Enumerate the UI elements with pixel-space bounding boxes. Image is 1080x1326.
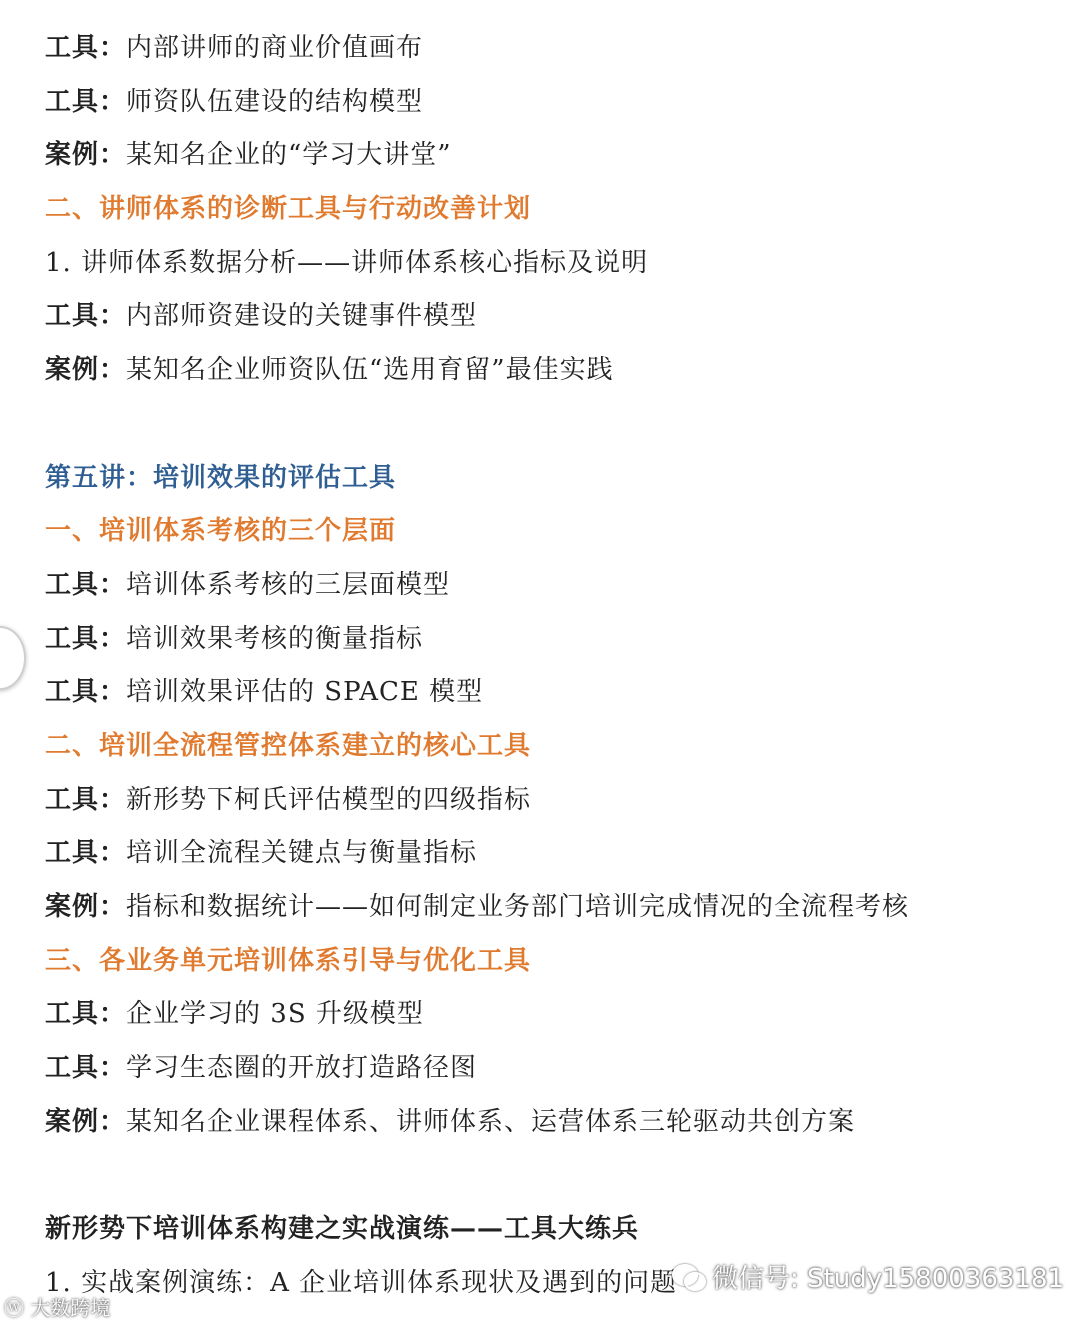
line-text: 新形势下柯氏评估模型的四级指标 (126, 784, 532, 815)
wechat-watermark-text: 微信号: Study15800363181 (712, 1264, 1065, 1294)
section-heading: 三、各业务单元培训体系引导与优化工具 (45, 945, 532, 976)
line-text: 某知名企业课程体系、讲师体系、运营体系三轮驱动共创方案 (126, 1106, 856, 1137)
doc-line (45, 290, 1055, 344)
line-label: 工具： (45, 33, 127, 63)
doc-line: 1. 实战案例演练：A 企业培训体系现状及遇到的问题 (45, 1267, 678, 1298)
line-text: 内部讲师的商业价值画布 (126, 33, 424, 63)
doc-line (45, 559, 1055, 613)
doc-line (45, 988, 1055, 1042)
line-text: 指标和数据统计——如何制定业务部门培训完成情况的全流程考核 (126, 892, 910, 922)
line-label: 工具： (45, 569, 127, 600)
section-heading: 二、培训全流程管控体系建立的核心工具 (45, 730, 532, 761)
line-label: 工具： (45, 623, 127, 654)
doc-line (45, 129, 1055, 183)
line-text: 培训效果考核的衡量指标 (126, 623, 424, 654)
scroll-handle[interactable] (0, 626, 26, 690)
line-label: 工具： (45, 999, 127, 1030)
doc-line (45, 344, 1055, 398)
line-text: 某知名企业师资队伍“选用育留”最佳实践 (126, 355, 614, 386)
doc-line (45, 76, 1055, 130)
line-text: 企业学习的 3S 升级模型 (126, 999, 424, 1030)
doc-line (45, 881, 1055, 935)
doc-line (45, 613, 1055, 667)
wechat-watermark (672, 1258, 1064, 1295)
line-label: 工具： (45, 86, 127, 117)
line-text: 培训全流程关键点与衡量指标 (126, 838, 478, 869)
line-label: 案例： (45, 355, 127, 386)
line-label: 案例： (45, 140, 127, 171)
weibo-watermark (4, 1292, 110, 1321)
practice-section-title: 新形势下培训体系构建之实战演练——工具大练兵 (45, 1214, 640, 1245)
document-body (45, 22, 1055, 1311)
doc-line (45, 1096, 1055, 1150)
line-text: 内部师资建设的关键事件模型 (126, 301, 478, 332)
doc-line (45, 22, 1055, 76)
line-text: 学习生态圈的开放打造路径图 (126, 1053, 478, 1084)
line-text: 培训效果评估的 SPACE 模型 (126, 677, 484, 708)
line-label: 案例： (45, 1106, 127, 1137)
wechat-icon (672, 1264, 706, 1290)
weibo-icon: ⓦ (4, 1296, 31, 1320)
weibo-watermark-text: 大数跨境 (30, 1296, 111, 1320)
doc-line: 1. 讲师体系数据分析——讲师体系核心指标及说明 (45, 247, 649, 278)
line-text: 培训体系考核的三层面模型 (126, 569, 451, 600)
doc-line (45, 1042, 1055, 1096)
doc-line (45, 666, 1055, 720)
line-label: 工具： (45, 838, 127, 869)
blank-line (45, 1149, 1055, 1203)
line-text: 某知名企业的“学习大讲堂” (126, 140, 452, 171)
doc-line (45, 827, 1055, 881)
line-label: 案例： (45, 892, 127, 922)
section-heading: 二、讲师体系的诊断工具与行动改善计划 (45, 194, 532, 225)
line-label: 工具： (45, 1053, 127, 1084)
line-text: 师资队伍建设的结构模型 (126, 86, 424, 117)
doc-line (45, 774, 1055, 828)
line-label: 工具： (45, 784, 127, 815)
line-label: 工具： (45, 301, 127, 332)
section-heading: 一、培训体系考核的三个层面 (45, 516, 397, 547)
lecture-title: 第五讲：培训效果的评估工具 (45, 462, 397, 493)
blank-line (45, 398, 1055, 452)
line-label: 工具： (45, 677, 127, 708)
